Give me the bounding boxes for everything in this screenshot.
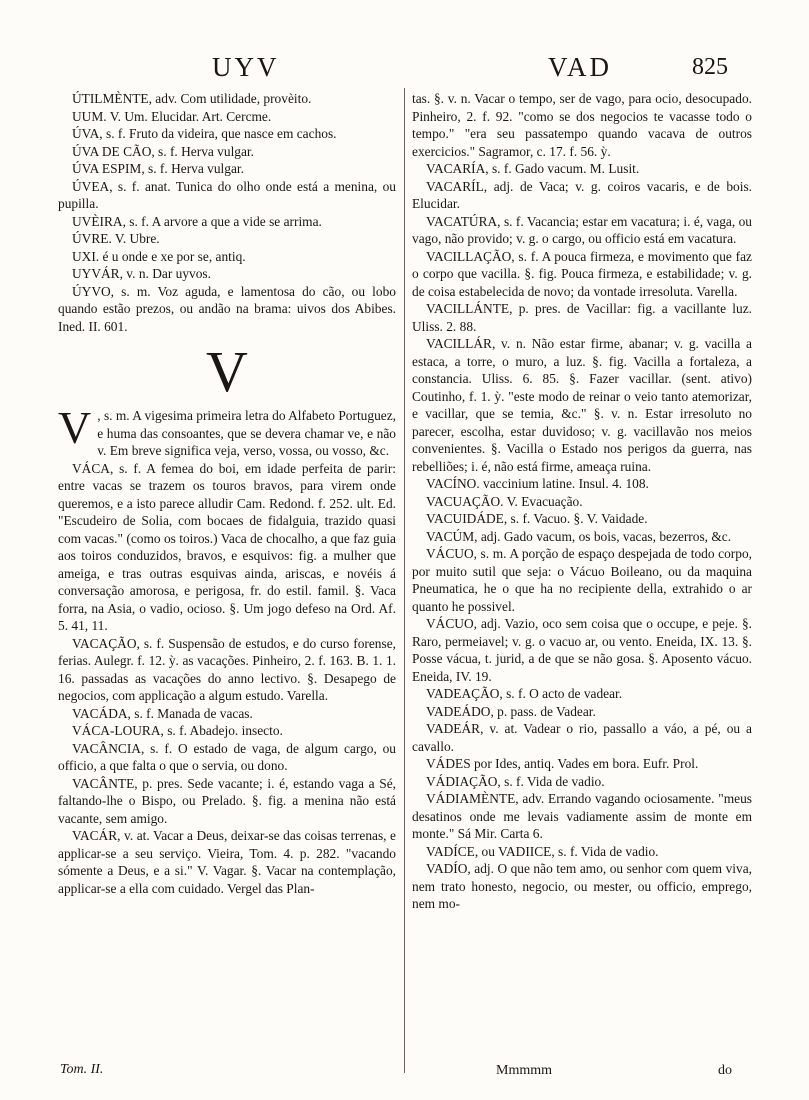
entry-vacuo-noun: VÁCUO, s. m. A porção de espaço despejada de todo corpo, por muito sutil que seja: o Vácuo Boileano, ou da maquina Pneumatica, he o que ha no recipiente della, extrahido o ar quanto he possivel. (412, 546, 752, 614)
running-head-right: VAD (548, 52, 613, 82)
left-column (58, 90, 396, 897)
entry-vaca-loura: VÁCA-LOURA, s. f. Abadejo. insecto. (72, 723, 283, 738)
entry-vacar-continued: tas. §. v. n. Vacar o tempo, ser de vago, para ocio, desocupado. Pinheiro, 2. f. 92. "como se dos negocios te vacasse todo o tempo." "era seu passatempo quando vacava de outros exercicios." Sagramor, c. 17. f. 56. ỳ. (412, 91, 752, 159)
entry-vaca: VÁCA, s. f. A femea do boi, em idade perfeita de parir: entre vacas se trazem os touros bravos, para virem onde queremos, e a isto parece alludir Cam. Redond. f. 252. ult. Ed. "Escudeiro de Solia, com bocaes de fidalguia, trazido quasi com vacas." (como os toiros.) Vaca de chocalho, a que faz guia aos toiros conduzidos, bravos, e esquivos: fig. a mulher que ameiga, e tras outras esquivas ainda, ariscas, e novéis á conversação amorosa, e perigosa, fr. do estil. famil. §. Vaca forra, na Asia, o vadio, ocioso. §. Um jogo defeso na Ord. Af. 5. 41, 11. (58, 460, 396, 633)
column-divider (404, 88, 405, 1073)
entry-v-letter-text: , s. m. A vigesima primeira letra do Alfabeto Portuguez, e huma das consoantes, que se devera chamar ve, e não v. Em breve significa veja, verso, vossa, ou vosso, &c. (97, 408, 396, 458)
entry-uva: ÚVA, s. f. Fruto da videira, que nasce em cachos. (72, 126, 337, 141)
entry-vadear: VADEÁR, v. at. Vadear o rio, passallo a váo, a pé, ou a cavallo. (412, 721, 752, 754)
entry-vacillar: VACILLÁR, v. n. Não estar firme, abanar; v. g. vacilla a estaca, a torre, o muro, a luz. §. fig. Vacilla a fortaleza, a constancia. Uliss. 6. 85. §. Fazer vacillar. (sent. ativo) Coutinho, f. 1. ỳ. "este modo de reinar o veio tanto atemorizar, e vacillar, que se temia, &c." §. v. n. Estar irresoluto no parecer, escolha, estar duvidoso; v. g. vacillavão nos meios convenientes. §. Vacilla o Estado nos perigos da guerra, nas rebelliões; i. é, não está firme, ameaça ruina. (412, 336, 752, 474)
entry-uyvar: UYVÁR, v. n. Dar uyvos. (72, 266, 211, 281)
entry-vacillante: VACILLÁNTE, p. pres. de Vacillar: fig. a vacillante luz. Uliss. 2. 88. (412, 301, 752, 334)
entry-uvea: ÚVEA, s. f. anat. Tunica do olho onde está a menina, ou pupilla. (58, 178, 396, 211)
entry-utilmente: ÚTILMÈNTE, adv. Com utilidade, provèito. (72, 91, 312, 106)
entry-vadice: VADÍCE, ou VADIICE, s. f. Vida de vadio. (426, 843, 659, 859)
dropcap-letter: V (58, 402, 92, 453)
entry-vacacao: VACAÇÃO, s. f. Suspensão de estudos, e do curso forense, ferias. Aulegr. f. 12. ỳ. as vacações. Pinheiro, 2. f. 163. B. 1. 1. 16. passadas as vacações do anno lectivo. §. Desapego de negocios, com applicação a algum estudo. Varella. (58, 635, 396, 703)
entry-uvre: ÚVRE. V. Ubre. (72, 231, 160, 246)
gathering-mark: Mmmmm (496, 1063, 553, 1078)
entry-vacuidade: VACUIDÁDE, s. f. Vacuo. §. V. Vaidade. (426, 511, 648, 526)
entry-uveira: UVÈIRA, s. f. A arvore a que a vide se arrima. (72, 213, 322, 229)
section-letter-heading: V (206, 339, 248, 404)
entry-vacum: VACÚM, adj. Gado vacum, os bois, vacas, bezerros, &c. (426, 528, 732, 544)
entry-uva-de-cao: ÚVA DE CÃO, s. f. Herva vulgar. (72, 143, 254, 159)
entry-v-letter (58, 402, 396, 460)
entry-vacante: VACÂNTE, p. pres. Sede vacante; i. é, estando vaga a Sé, faltando-lhe o Bispo, ou Prelado. §. fig. a menina não está vacante, sem amigo. (58, 775, 396, 826)
entry-vacaria: VACARÍA, s. f. Gado vacum. M. Lusit. (426, 161, 640, 176)
entry-uxi: UXI. é u onde e xe por se, antiq. (72, 248, 246, 264)
entry-vacancia: VACÂNCIA, s. f. O estado de vaga, de algum cargo, ou officio, a que falta o que o servia, ou dono. (58, 740, 396, 773)
entry-vacatura: VACATÚRA, s. f. Vacancia; estar em vacatura; i. é, vaga, ou vago, não provido; v. g. o cargo, ou officio está em vacatura. (412, 213, 752, 246)
entry-vacillacao: VACILLAÇÃO, s. f. A pouca firmeza, e movimento que faz o corpo que vacilla. §. fig. Pouca firmeza, e estabilidade; v. g. de coisa estabelecida de novo; da vontade irresoluta. Varella. (412, 248, 752, 299)
entry-uyvo: ÚYVO, s. m. Voz aguda, e lamentosa do cão, ou lobo quando estão prezos, ou andão na brama: uivos dos Abibes. Ined. II. 601. (58, 283, 396, 334)
entry-vacar: VACÁR, v. at. Vacar a Deus, deixar-se das coisas terrenas, e applicar-se a seu serviço. Vieira, Tom. 4. p. 282. "vacando sómente a Deus, e a si." V. Vagar. §. Vacar na contemplação, applicar-se a ella com cuidado. Vergel das Plan- (58, 828, 396, 896)
entry-vadeacao: VADEAÇÃO, s. f. O acto de vadear. (426, 686, 623, 701)
page-header (0, 52, 809, 88)
entry-vadeado: VADEÁDO, p. pass. de Vadear. (426, 703, 596, 719)
page-number: 825 (692, 54, 728, 80)
entry-vadiacao: VÁDIAÇÃO, s. f. Vida de vadio. (426, 773, 605, 789)
entry-uum: UUM. V. Um. Elucidar. Art. Cercme. (72, 108, 272, 124)
catchword: do (718, 1063, 732, 1078)
entry-vacuacao: VACUAÇÃO. V. Evacuação. (426, 493, 583, 509)
entry-vades: VÁDES por Ides, antiq. Vades em bora. Eufr. Prol. (426, 756, 699, 771)
entry-vadio: VADÍO, adj. O que não tem amo, ou senhor com quem viva, nem trato honesto, negocio, ou mester, ou officio, emprego, nem mo- (412, 861, 752, 911)
entry-vacino: VACÍNO. vaccinium latine. Insul. 4. 108. (426, 476, 649, 491)
entry-vadiamente: VÁDIAMÈNTE, adv. Errando vagando ociosamente. "meus desatinos onde me levais vadiamente assim de monte em monte." Sá Mir. Carta 6. (412, 791, 752, 841)
entry-vacaril: VACARÍL, adj. de Vaca; v. g. coiros vacaris, e de bois. Elucidar. (412, 178, 752, 211)
signature-mark: Tom. II. (60, 1062, 104, 1077)
right-column (412, 90, 752, 913)
running-head-left: UYV (212, 52, 280, 82)
entry-vacuo-adj: VÁCUO, adj. Vazio, oco sem coisa que o occupe, e peje. §. Raro, permeiavel; v. g. o vacuo ar, ou vento. Eneida, IX. 13. §. Posse vácua, t. jurid, a de que se não gosa. §. Aposento vácuo. Eneida, IV. 19. (412, 616, 752, 684)
entry-vacada: VACÁDA, s. f. Manada de vacas. (72, 705, 253, 721)
entry-uva-espim: ÚVA ESPIM, s. f. Herva vulgar. (72, 161, 244, 176)
